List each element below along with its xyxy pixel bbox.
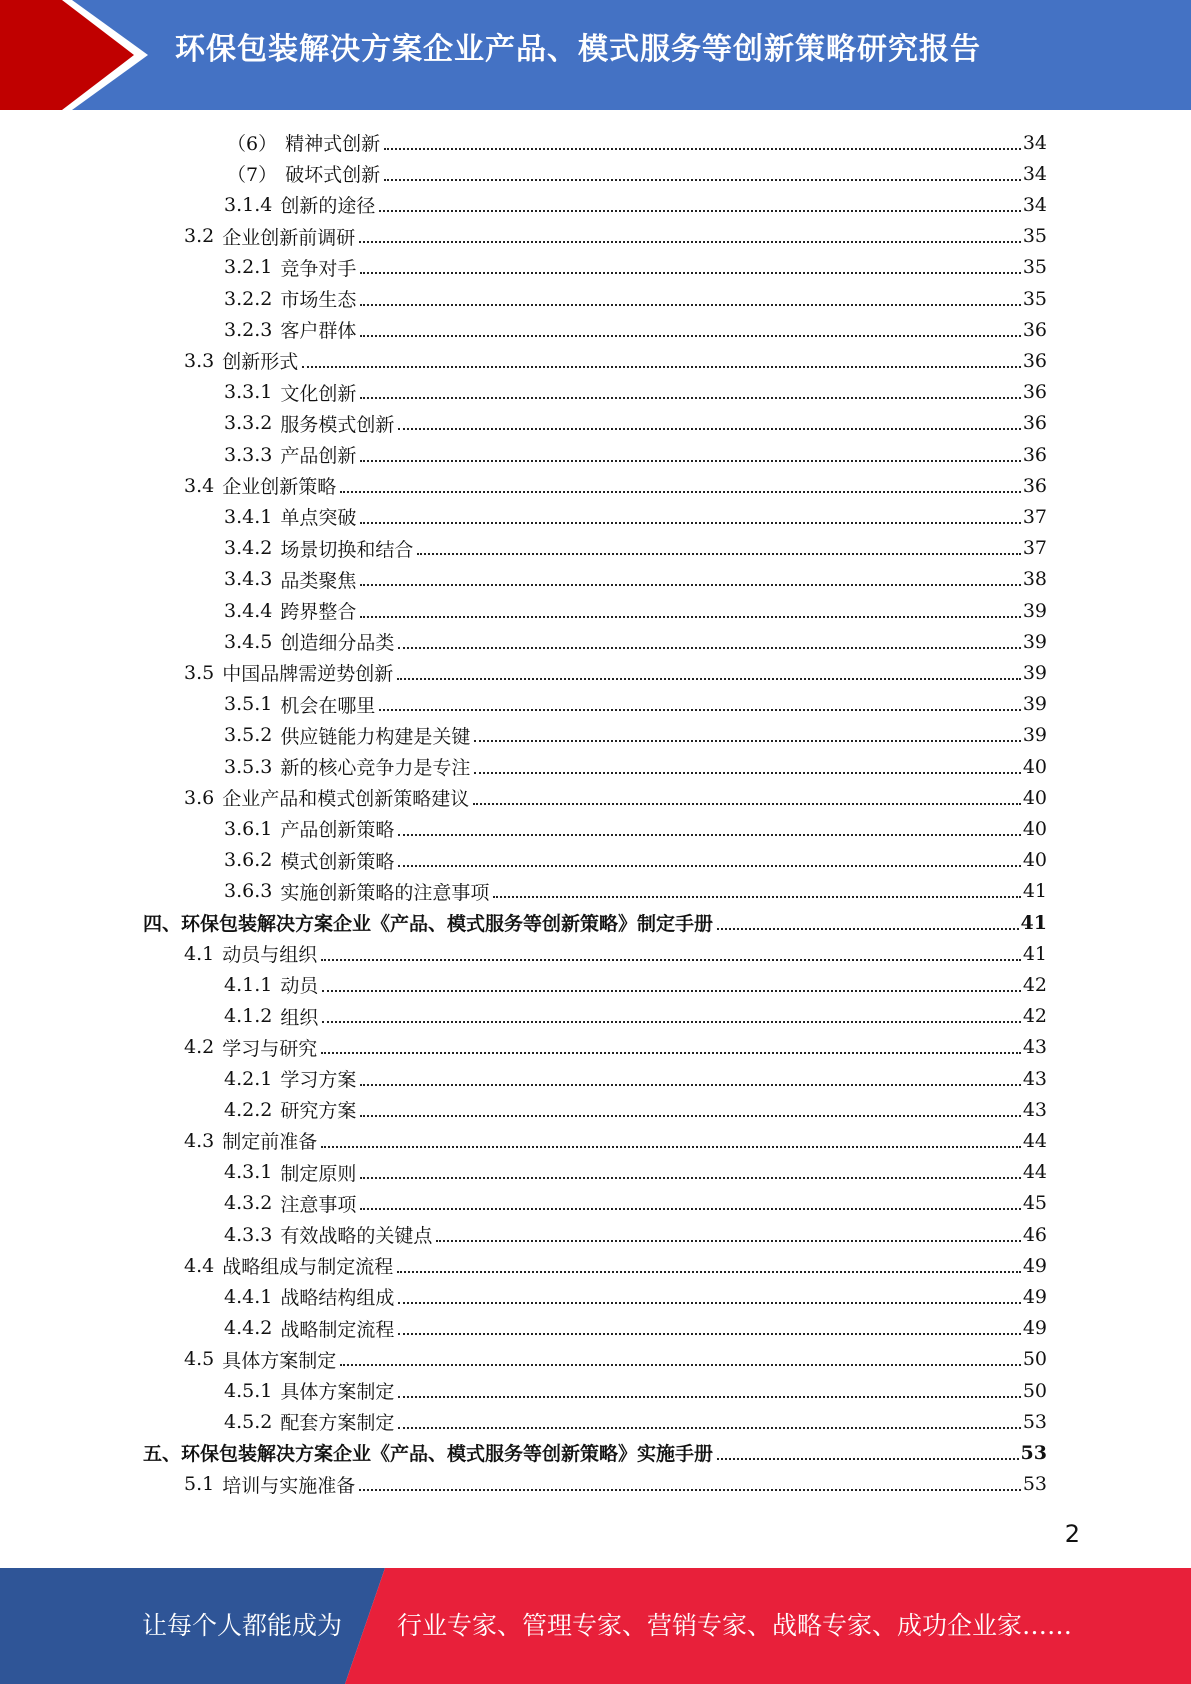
toc-entry-title: 制定前准备 xyxy=(222,1131,318,1154)
toc-entry-number: 3.4.2 xyxy=(224,537,273,560)
toc-entry-number: 4.4.2 xyxy=(224,1317,273,1340)
toc-dot-leader xyxy=(398,428,1020,430)
toc-entry-title: 具体方案制定 xyxy=(222,1349,337,1372)
toc-entry-number: 3.3 xyxy=(184,349,215,372)
toc-entry-page: 53 xyxy=(1022,1410,1047,1433)
toc-entry[interactable] xyxy=(224,1094,1047,1125)
toc-dot-leader xyxy=(417,553,1020,555)
toc-entry-page: 50 xyxy=(1022,1348,1047,1371)
toc-entry-title: 模式创新策略 xyxy=(280,850,395,873)
toc-dot-leader xyxy=(360,522,1020,524)
toc-dot-leader xyxy=(360,616,1020,618)
toc-entry-number: 4.3.1 xyxy=(224,1161,273,1184)
toc-entry-title: 研究方案 xyxy=(280,1100,357,1123)
toc-entry-page: 34 xyxy=(1022,193,1047,216)
toc-dot-leader xyxy=(359,1489,1021,1491)
toc-entry-number: 3.4.4 xyxy=(224,599,273,622)
toc-entry-page: 38 xyxy=(1022,568,1047,591)
toc-entry[interactable] xyxy=(184,782,1047,813)
toc-entry-title: 创造细分品类 xyxy=(280,632,395,655)
toc-entry-number: 4.2 xyxy=(184,1036,215,1059)
toc-entry-number: 3.5.1 xyxy=(224,693,273,716)
toc-entry[interactable] xyxy=(184,1344,1047,1375)
toc-entry-page: 49 xyxy=(1022,1285,1047,1308)
toc-entry-number: 4.1.2 xyxy=(224,1005,273,1028)
toc-entry[interactable] xyxy=(184,470,1047,501)
toc-entry-page: 35 xyxy=(1022,256,1047,279)
toc-dot-leader xyxy=(493,896,1020,898)
toc-entry-number: 3.5.3 xyxy=(224,755,273,778)
toc-entry-title: 实施创新策略的注意事项 xyxy=(280,881,490,904)
toc-entry-page: 34 xyxy=(1022,162,1047,185)
toc-dot-leader xyxy=(398,1333,1020,1335)
toc-entry-number: 4.3.2 xyxy=(224,1192,273,1215)
toc-entry-title: 具体方案制定 xyxy=(280,1381,395,1403)
toc-entry-number: （7） xyxy=(227,164,278,187)
toc-entry[interactable] xyxy=(224,1406,1047,1437)
toc-entry-title: 注意事项 xyxy=(280,1193,357,1216)
toc-entry[interactable] xyxy=(224,283,1047,314)
toc-entry-number: 3.5 xyxy=(184,661,215,684)
toc-entry-title: 学习方案 xyxy=(280,1069,357,1091)
toc-entry-page: 39 xyxy=(1022,661,1047,684)
toc-entry-number: 3.4 xyxy=(184,474,215,497)
toc-dot-leader xyxy=(384,148,1021,150)
toc-entry[interactable] xyxy=(224,314,1047,345)
toc-entry-page: 37 xyxy=(1022,505,1047,528)
toc-entry-title: 机会在哪里 xyxy=(280,694,376,717)
toc-entry-page: 43 xyxy=(1022,1067,1047,1090)
toc-entry[interactable] xyxy=(224,501,1047,532)
toc-entry-number: 4.5 xyxy=(184,1348,215,1371)
toc-entry-number: 4.2.1 xyxy=(224,1067,273,1090)
toc-entry-title: 企业产品和模式创新策略建议 xyxy=(222,788,470,811)
toc-entry[interactable] xyxy=(184,938,1047,969)
toc-entry[interactable] xyxy=(224,1219,1047,1250)
toc-entry-title: 战略组成与制定流程 xyxy=(222,1256,394,1279)
toc-dot-leader xyxy=(473,803,1021,805)
toc-entry-page: 39 xyxy=(1022,599,1047,622)
toc-entry-page: 39 xyxy=(1022,724,1047,747)
toc-entry[interactable] xyxy=(224,564,1047,595)
toc-dot-leader xyxy=(321,1146,1021,1148)
toc-entry[interactable] xyxy=(143,907,1047,938)
toc-entry-page: 35 xyxy=(1022,287,1047,310)
toc-entry-page: 53 xyxy=(1020,1441,1047,1464)
toc-entry-page: 36 xyxy=(1022,381,1047,404)
toc-dot-leader xyxy=(398,1427,1020,1429)
toc-entry-page: 44 xyxy=(1022,1129,1047,1152)
toc-dot-leader xyxy=(340,491,1021,493)
toc-entry-title: 场景切换和结合 xyxy=(280,538,414,561)
toc-entry-number: 3.6 xyxy=(184,786,215,809)
toc-entry-title: 培训与实施准备 xyxy=(222,1474,356,1497)
toc-dot-leader xyxy=(474,772,1020,774)
toc-entry-number: 4.4 xyxy=(184,1254,215,1277)
toc-entry-title: 新的核心竞争力是专注 xyxy=(280,757,471,779)
toc-entry[interactable] xyxy=(227,127,1047,158)
toc-dot-leader xyxy=(359,241,1021,243)
toc-entry[interactable] xyxy=(224,813,1047,844)
toc-entry-page: 41 xyxy=(1022,942,1047,965)
toc-entry[interactable] xyxy=(224,408,1047,439)
toc-entry[interactable] xyxy=(184,1469,1047,1500)
toc-entry-page: 43 xyxy=(1022,1036,1047,1059)
toc-dot-leader xyxy=(474,740,1020,742)
toc-entry-title: 学习与研究 xyxy=(222,1037,318,1060)
toc-entry[interactable] xyxy=(184,1250,1047,1281)
toc-entry[interactable] xyxy=(143,1437,1047,1468)
toc-entry-title: 文化创新 xyxy=(280,382,357,405)
toc-entry-page: 37 xyxy=(1022,537,1047,560)
toc-entry-title: 竞争对手 xyxy=(280,257,357,280)
toc-entry-page: 36 xyxy=(1022,318,1047,341)
toc-dot-leader xyxy=(398,834,1020,836)
toc-entry-title: 客户群体 xyxy=(280,320,357,343)
toc-entry-title: 品类聚焦 xyxy=(280,569,357,592)
toc-entry[interactable] xyxy=(224,720,1047,751)
toc-dot-leader xyxy=(717,928,1019,930)
toc-entry-number: 3.6.2 xyxy=(224,849,273,872)
footer-slogan-left: 让每个人都能成为 xyxy=(142,1611,343,1640)
toc-dot-leader xyxy=(360,584,1020,586)
toc-entry-title: 市场生态 xyxy=(280,289,357,311)
toc-entry[interactable] xyxy=(224,595,1047,626)
toc-dot-leader xyxy=(360,335,1020,337)
toc-entry-title: 五、环保包装解决方案企业《产品、模式服务等创新策略》实施手册 xyxy=(143,1443,714,1466)
toc-entry[interactable] xyxy=(184,221,1047,252)
toc-entry-number: 4.3.3 xyxy=(224,1223,273,1246)
toc-dot-leader xyxy=(398,647,1020,649)
toc-entry-page: 45 xyxy=(1022,1192,1047,1215)
toc-entry-number: 3.3.3 xyxy=(224,443,273,466)
toc-entry-title: 供应链能力构建是关键 xyxy=(280,725,471,748)
toc-entry-page: 42 xyxy=(1022,973,1047,996)
toc-entry[interactable] xyxy=(224,845,1047,876)
toc-entry-page: 44 xyxy=(1022,1161,1047,1184)
toc-entry-page: 40 xyxy=(1022,786,1047,809)
toc-entry-number: （6） xyxy=(227,133,278,155)
toc-entry-page: 41 xyxy=(1022,880,1047,903)
toc-entry-number: 3.6.3 xyxy=(224,880,273,903)
toc-dot-leader xyxy=(360,1177,1020,1179)
toc-entry-title: 动员 xyxy=(280,975,319,998)
toc-entry[interactable] xyxy=(184,1125,1047,1156)
toc-entry-page: 41 xyxy=(1020,911,1047,934)
toc-dot-leader xyxy=(322,990,1020,992)
toc-entry-number: 4.1 xyxy=(184,942,215,965)
toc-entry-number: 3.1.4 xyxy=(224,193,273,216)
toc-entry[interactable] xyxy=(224,533,1047,564)
toc-dot-leader xyxy=(360,1208,1020,1210)
toc-entry-title: 中国品牌需逆势创新 xyxy=(222,663,394,686)
toc-entry[interactable] xyxy=(184,657,1047,688)
toc-entry-page: 50 xyxy=(1022,1379,1047,1402)
toc-entry[interactable] xyxy=(224,1281,1047,1312)
toc-dot-leader xyxy=(340,1364,1021,1366)
toc-dot-leader xyxy=(360,272,1020,274)
toc-entry-number: 3.2 xyxy=(184,225,215,248)
toc-entry[interactable] xyxy=(224,1188,1047,1219)
toc-entry-title: 四、环保包装解决方案企业《产品、模式服务等创新策略》制定手册 xyxy=(143,913,714,935)
toc-entry-number: 4.5.2 xyxy=(224,1410,273,1433)
toc-entry[interactable] xyxy=(224,969,1047,1000)
toc-entry[interactable] xyxy=(224,1313,1047,1344)
toc-entry-title: 产品创新策略 xyxy=(280,819,395,842)
toc-dot-leader xyxy=(360,397,1020,399)
toc-entry-page: 40 xyxy=(1022,817,1047,840)
toc-entry-page: 43 xyxy=(1022,1098,1047,1121)
report-title: 环保包装解决方案企业产品、模式服务等创新策略研究报告 xyxy=(175,32,981,67)
toc-dot-leader xyxy=(384,179,1021,181)
toc-dot-leader xyxy=(360,304,1020,306)
toc-dot-leader xyxy=(360,1115,1020,1117)
toc-entry-page: 40 xyxy=(1022,849,1047,872)
toc-dot-leader xyxy=(398,865,1020,867)
toc-entry[interactable] xyxy=(224,1375,1047,1406)
toc-entry-number: 3.6.1 xyxy=(224,817,273,840)
toc-entry-title: 单点突破 xyxy=(280,507,357,530)
toc-entry[interactable] xyxy=(224,439,1047,470)
toc-entry-title: 制定原则 xyxy=(280,1162,357,1185)
toc-entry-page: 35 xyxy=(1022,225,1047,248)
toc-entry[interactable] xyxy=(224,1063,1047,1094)
toc-entry-title: 精神式创新 xyxy=(285,133,381,155)
toc-dot-leader xyxy=(397,1271,1021,1273)
toc-dot-leader xyxy=(360,1084,1020,1086)
toc-entry-page: 36 xyxy=(1022,443,1047,466)
toc-entry-number: 3.2.1 xyxy=(224,256,273,279)
toc-entry-title: 跨界整合 xyxy=(280,601,357,623)
toc-entry-title: 产品创新 xyxy=(280,445,357,467)
toc-dot-leader xyxy=(302,366,1021,368)
toc-dot-leader xyxy=(436,1240,1020,1242)
toc-entry[interactable] xyxy=(224,377,1047,408)
toc-entry-number: 4.2.2 xyxy=(224,1098,273,1121)
toc-entry-title: 配套方案制定 xyxy=(280,1412,395,1435)
toc-dot-leader xyxy=(321,959,1021,961)
toc-entry-page: 34 xyxy=(1022,131,1047,154)
toc-entry-number: 4.3 xyxy=(184,1129,215,1152)
toc-dot-leader xyxy=(360,460,1020,462)
toc-entry[interactable] xyxy=(184,1032,1047,1063)
toc-entry[interactable] xyxy=(224,1157,1047,1188)
toc-entry-page: 46 xyxy=(1022,1223,1047,1246)
toc-entry-number: 3.4.3 xyxy=(224,568,273,591)
page-number: 2 xyxy=(1064,1520,1080,1548)
toc-entry-number: 4.1.1 xyxy=(224,973,273,996)
toc-entry-number: 3.2.2 xyxy=(224,287,273,310)
footer-banner xyxy=(0,1568,1191,1684)
toc-entry-number: 4.4.1 xyxy=(224,1285,273,1308)
toc-dot-leader xyxy=(322,1021,1020,1023)
toc-entry-title: 企业创新策略 xyxy=(222,476,337,499)
toc-entry-page: 36 xyxy=(1022,474,1047,497)
toc-entry-number: 4.5.1 xyxy=(224,1379,273,1402)
toc-entry[interactable] xyxy=(224,751,1047,782)
toc-entry[interactable] xyxy=(224,689,1047,720)
toc-entry-title: 动员与组织 xyxy=(222,944,318,967)
toc-entry-number: 3.2.3 xyxy=(224,318,273,341)
toc-dot-leader xyxy=(379,709,1020,711)
toc-entry-title: 创新形式 xyxy=(222,351,299,374)
toc-entry-number: 5.1 xyxy=(184,1473,215,1496)
toc-dot-leader xyxy=(717,1458,1019,1460)
toc-dot-leader xyxy=(379,210,1020,212)
toc-entry-page: 36 xyxy=(1022,412,1047,435)
toc-entry-page: 36 xyxy=(1022,349,1047,372)
toc-entry-page: 49 xyxy=(1022,1317,1047,1340)
toc-entry-page: 39 xyxy=(1022,630,1047,653)
toc-entry[interactable] xyxy=(224,252,1047,283)
toc-entry[interactable] xyxy=(224,1001,1047,1032)
toc-entry-title: 创新的途径 xyxy=(280,195,376,218)
toc-entry[interactable] xyxy=(227,158,1047,189)
toc-entry[interactable] xyxy=(224,876,1047,907)
toc-entry-title: 战略结构组成 xyxy=(280,1287,395,1310)
toc-entry[interactable] xyxy=(224,189,1047,220)
toc-dot-leader xyxy=(321,1052,1021,1054)
toc-entry-number: 3.3.2 xyxy=(224,412,273,435)
toc-entry-number: 3.4.5 xyxy=(224,630,273,653)
toc-entry-number: 3.4.1 xyxy=(224,505,273,528)
toc-entry-title: 战略制定流程 xyxy=(280,1318,395,1341)
toc-dot-leader xyxy=(398,1396,1020,1398)
toc-entry-page: 53 xyxy=(1022,1473,1047,1496)
toc-entry-title: 有效战略的关键点 xyxy=(280,1225,433,1247)
toc-entry-number: 3.3.1 xyxy=(224,381,273,404)
toc-entry-page: 49 xyxy=(1022,1254,1047,1277)
toc-entry-page: 40 xyxy=(1022,755,1047,778)
header-banner xyxy=(0,0,1191,110)
toc-entry[interactable] xyxy=(224,626,1047,657)
toc-entry-title: 企业创新前调研 xyxy=(222,226,356,249)
footer-slogan-right: 行业专家、管理专家、营销专家、战略专家、成功企业家…… xyxy=(397,1611,1073,1640)
toc-dot-leader xyxy=(397,678,1021,680)
toc-entry[interactable] xyxy=(184,345,1047,376)
toc-entry-number: 3.5.2 xyxy=(224,724,273,747)
toc-entry-page: 42 xyxy=(1022,1005,1047,1028)
toc-entry-title: 组织 xyxy=(280,1006,319,1029)
toc-entry-title: 破坏式创新 xyxy=(285,164,381,187)
toc-dot-leader xyxy=(398,1302,1020,1304)
toc-entry-page: 39 xyxy=(1022,693,1047,716)
toc-entry-title: 服务模式创新 xyxy=(280,413,395,436)
